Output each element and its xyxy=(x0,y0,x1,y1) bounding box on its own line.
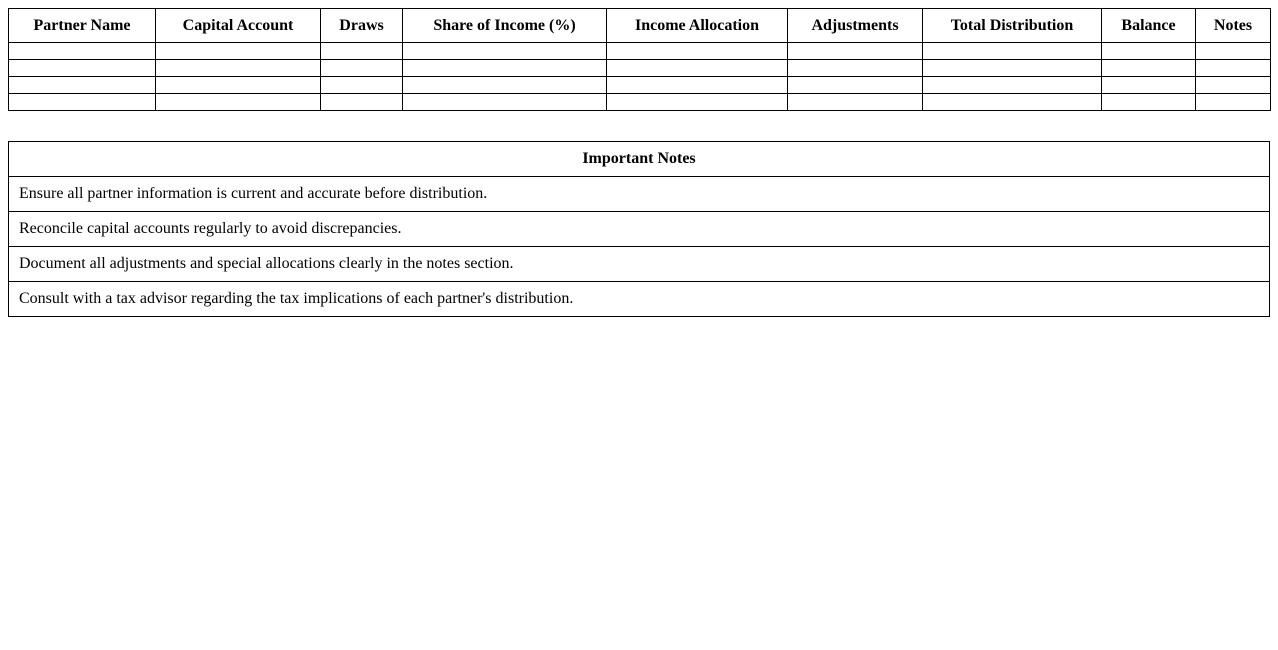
table-cell[interactable] xyxy=(1196,43,1271,60)
header-total-distribution: Total Distribution xyxy=(923,9,1102,43)
table-cell[interactable] xyxy=(1196,94,1271,111)
table-cell[interactable] xyxy=(607,43,788,60)
table-cell[interactable] xyxy=(9,94,156,111)
header-balance: Balance xyxy=(1102,9,1196,43)
header-capital-account: Capital Account xyxy=(156,9,321,43)
header-share-of-income: Share of Income (%) xyxy=(403,9,607,43)
table-cell[interactable] xyxy=(156,43,321,60)
table-cell[interactable] xyxy=(1102,77,1196,94)
table-cell[interactable] xyxy=(156,94,321,111)
table-header-row xyxy=(9,9,1271,43)
table-cell[interactable] xyxy=(321,77,403,94)
page xyxy=(0,0,1278,317)
table-cell[interactable] xyxy=(1196,77,1271,94)
table-cell[interactable] xyxy=(607,60,788,77)
header-income-allocation: Income Allocation xyxy=(607,9,788,43)
table-cell[interactable] xyxy=(1102,43,1196,60)
note-item: Reconcile capital accounts regularly to avoid discrepancies. xyxy=(9,212,1270,247)
table-cell[interactable] xyxy=(321,94,403,111)
note-row xyxy=(9,282,1270,317)
important-notes-table xyxy=(8,141,1270,317)
table-cell[interactable] xyxy=(156,60,321,77)
notes-header-row xyxy=(9,142,1270,177)
header-adjustments: Adjustments xyxy=(788,9,923,43)
note-item: Document all adjustments and special allocations clearly in the notes section. xyxy=(9,247,1270,282)
table-cell[interactable] xyxy=(607,77,788,94)
table-cell[interactable] xyxy=(156,77,321,94)
table-cell[interactable] xyxy=(923,77,1102,94)
note-row xyxy=(9,177,1270,212)
table-cell[interactable] xyxy=(321,43,403,60)
header-partner-name: Partner Name xyxy=(9,9,156,43)
table-row xyxy=(9,94,1271,111)
table-cell[interactable] xyxy=(321,60,403,77)
table-cell[interactable] xyxy=(1196,60,1271,77)
table-cell[interactable] xyxy=(788,43,923,60)
table-cell[interactable] xyxy=(923,94,1102,111)
table-cell[interactable] xyxy=(9,43,156,60)
note-item: Ensure all partner information is current and accurate before distribution. xyxy=(9,177,1270,212)
note-item: Consult with a tax advisor regarding the tax implications of each partner's distribution. xyxy=(9,282,1270,317)
note-row xyxy=(9,247,1270,282)
table-row xyxy=(9,43,1271,60)
table-cell[interactable] xyxy=(1102,94,1196,111)
table-cell[interactable] xyxy=(403,60,607,77)
header-draws: Draws xyxy=(321,9,403,43)
table-cell[interactable] xyxy=(788,94,923,111)
table-cell[interactable] xyxy=(403,77,607,94)
table-cell[interactable] xyxy=(923,43,1102,60)
table-cell[interactable] xyxy=(923,60,1102,77)
notes-title: Important Notes xyxy=(9,142,1270,177)
table-cell[interactable] xyxy=(607,94,788,111)
table-cell[interactable] xyxy=(9,60,156,77)
table-row xyxy=(9,60,1271,77)
table-cell[interactable] xyxy=(403,94,607,111)
partner-distribution-table xyxy=(8,8,1271,111)
table-cell[interactable] xyxy=(788,60,923,77)
table-cell[interactable] xyxy=(1102,60,1196,77)
table-row xyxy=(9,77,1271,94)
note-row xyxy=(9,212,1270,247)
table-cell[interactable] xyxy=(9,77,156,94)
header-notes: Notes xyxy=(1196,9,1271,43)
table-cell[interactable] xyxy=(788,77,923,94)
table-cell[interactable] xyxy=(403,43,607,60)
